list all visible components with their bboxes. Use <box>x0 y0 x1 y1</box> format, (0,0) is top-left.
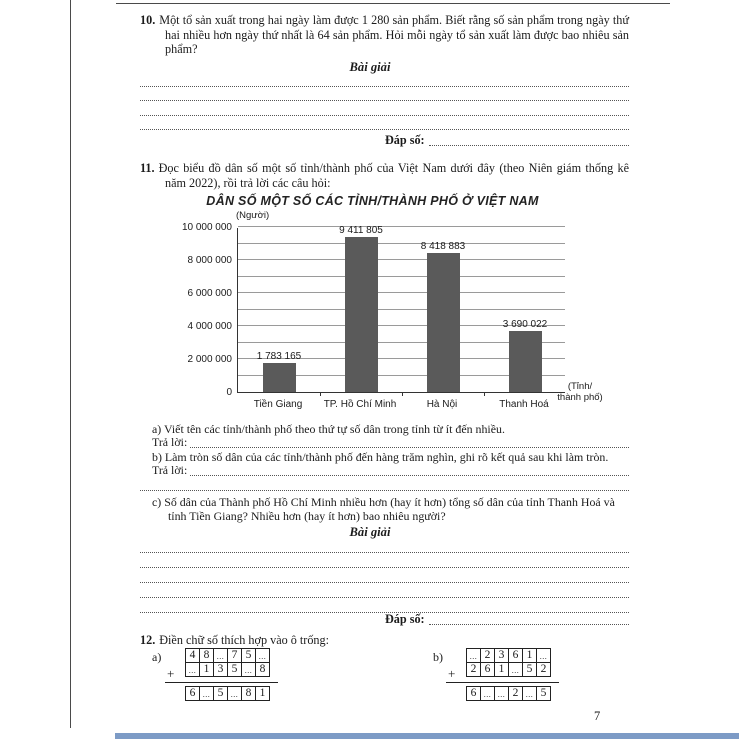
answer-line <box>140 87 629 102</box>
gridline <box>238 276 565 277</box>
bar-value-label: 8 418 883 <box>420 241 466 253</box>
question-b: b) Làm tròn số dân của các tỉnh/thành phố đến hàng trăm nghìn, ghi rõ kết quả sau khi làm tròn. <box>152 450 609 464</box>
digit-box: 1 <box>199 662 214 677</box>
answer-line <box>140 101 629 116</box>
addition-b-sum-line <box>446 682 559 683</box>
empty-box: ... <box>522 686 537 701</box>
problem-11-number: 11. <box>140 161 155 175</box>
problem-11-final-answer-row <box>140 613 629 627</box>
chart-x-axis-note-line2: thành phố) <box>557 392 603 403</box>
gridline <box>238 259 565 260</box>
empty-box: ... <box>241 662 256 677</box>
problem-11-text <box>140 161 629 190</box>
footer-bar <box>115 733 739 739</box>
plus-sign: + <box>167 666 175 681</box>
bar-1 <box>345 237 378 392</box>
category-label: Thanh Hoá <box>499 399 549 410</box>
box-row <box>185 686 270 701</box>
digit-box: 1 <box>255 686 270 701</box>
bar-value-label: 3 690 022 <box>502 319 548 331</box>
bar-value-label: 9 411 805 <box>339 224 383 236</box>
problem-12-statement: Điền chữ số thích hợp vào ô trống: <box>159 633 330 647</box>
category-label: Hà Nội <box>426 399 458 410</box>
digit-box: 1 <box>494 662 509 677</box>
y-axis-label: 6 000 000 <box>187 288 232 299</box>
chart-title: DÂN SỐ MỘT SỐ CÁC TỈNH/THÀNH PHỐ Ở VIỆT NAM <box>206 194 539 208</box>
problem-12-number: 12. <box>140 633 156 647</box>
answer-line <box>140 583 629 598</box>
left-margin-rule <box>70 0 71 728</box>
chart-y-labels <box>148 222 232 398</box>
empty-box: ... <box>255 648 270 663</box>
question-a: a) Viết tên các tỉnh/thành phố theo thứ tự số dân trong tỉnh từ ít đến nhiều. <box>152 422 505 436</box>
digit-box: 4 <box>185 648 200 663</box>
chart-unit-label: (Người) <box>236 210 270 221</box>
answer-line <box>429 624 629 625</box>
digit-box: 3 <box>213 662 228 677</box>
digit-box: 3 <box>494 648 509 663</box>
problem-11-answer-label: Đáp số: <box>385 612 425 626</box>
chart-plot <box>237 224 565 393</box>
box-row <box>466 648 551 663</box>
x-axis-tick <box>484 392 485 396</box>
digit-box: 8 <box>255 662 270 677</box>
plus-sign: + <box>448 666 456 681</box>
top-border-rule <box>116 3 670 4</box>
answer-line <box>140 568 629 583</box>
addition-problem-a <box>152 648 297 708</box>
y-axis-label: 10 000 000 <box>181 222 232 233</box>
digit-box: 7 <box>227 648 242 663</box>
bar-0 <box>263 363 296 392</box>
gridline <box>238 292 565 293</box>
digit-box: 2 <box>480 648 495 663</box>
grid-a-addends <box>185 648 270 677</box>
y-axis-label: 2 000 000 <box>187 354 232 365</box>
digit-box: 2 <box>536 662 551 677</box>
grid-a-sum <box>185 686 270 701</box>
problem-10-text <box>140 13 629 57</box>
empty-box: ... <box>185 662 200 677</box>
question-a-answer-row <box>152 437 629 450</box>
empty-box: ... <box>466 648 481 663</box>
bar-3 <box>509 331 542 392</box>
digit-box: 5 <box>227 662 242 677</box>
problem-11-solution-label: Bài giải <box>349 525 391 539</box>
question-b-answer-label: Trả lời: <box>152 463 188 477</box>
question-c: c) Số dân của Thành phố Hồ Chí Minh nhiều hơn (hay ít hơn) tổng số dân của tỉnh Thanh Hoá và tỉnh Tiền Giang? Nhiều hơn (hay ít hơn) bao nhiêu người? <box>152 495 615 523</box>
digit-box: 5 <box>522 662 537 677</box>
addition-a-sum-line <box>165 682 278 683</box>
digit-box: 5 <box>213 686 228 701</box>
digit-box: 6 <box>508 648 523 663</box>
empty-box: ... <box>508 662 523 677</box>
digit-box: 8 <box>241 686 256 701</box>
y-axis-label: 4 000 000 <box>187 321 232 332</box>
box-row <box>185 648 270 663</box>
empty-box: ... <box>199 686 214 701</box>
answer-line <box>140 538 629 553</box>
empty-box: ... <box>227 686 242 701</box>
addition-b-label: b) <box>433 650 443 664</box>
digit-box: 6 <box>466 686 481 701</box>
problem-11-statement: Đọc biểu đồ dân số một số tỉnh/thành phố của Việt Nam dưới đây (theo Niên giám thống kê năm 2022), rồi trả lời các câu hỏi: <box>158 161 629 190</box>
empty-box: ... <box>480 686 495 701</box>
digit-box: 5 <box>536 686 551 701</box>
digit-box: 1 <box>522 648 537 663</box>
box-row <box>185 662 270 677</box>
problem-10-answer-label: Đáp số: <box>385 133 425 147</box>
x-axis-tick <box>320 392 321 396</box>
answer-line <box>190 447 629 448</box>
gridline <box>238 309 565 310</box>
digit-box: 6 <box>480 662 495 677</box>
answer-line <box>140 553 629 568</box>
category-label: Tiền Giang <box>253 399 303 410</box>
page-number: 7 <box>594 709 601 723</box>
y-axis-label: 8 000 000 <box>187 255 232 266</box>
answer-line <box>190 475 629 476</box>
addition-a-label: a) <box>152 650 162 664</box>
empty-box: ... <box>536 648 551 663</box>
y-axis-label: 0 <box>226 387 232 398</box>
digit-box: 2 <box>466 662 481 677</box>
answer-line <box>140 72 629 87</box>
chart-x-axis-note-line1: (Tỉnh/ <box>567 381 593 392</box>
problem-10-answer-lines <box>140 72 629 130</box>
category-label: TP. Hồ Chí Minh <box>323 399 397 410</box>
chart-categories <box>237 399 565 410</box>
bar-value-label: 1 783 165 <box>256 350 302 362</box>
digit-box: 8 <box>199 648 214 663</box>
empty-box: ... <box>213 648 228 663</box>
empty-box: ... <box>494 686 509 701</box>
bar-2 <box>427 253 460 392</box>
problem-10-solution-label: Bài giải <box>349 60 391 74</box>
box-row <box>466 662 551 677</box>
answer-line <box>140 116 629 131</box>
answer-line <box>140 478 629 491</box>
digit-box: 6 <box>185 686 200 701</box>
x-axis-tick <box>402 392 403 396</box>
addition-problem-b <box>433 648 578 708</box>
grid-b-addends <box>466 648 551 677</box>
problem-10-statement: Một tổ sản xuất trong hai ngày làm được 1 280 sản phẩm. Biết rằng số sản phẩm trong ngày thứ hai nhiều hơn ngày thứ nhất là 64 sản phẩm. Hỏi mỗi ngày tổ sản xuất làm được bao nhiêu sản phẩm? <box>159 13 629 57</box>
problem-10-number: 10. <box>140 13 156 27</box>
digit-box: 5 <box>241 648 256 663</box>
answer-line <box>140 598 629 613</box>
answer-line <box>429 145 629 146</box>
problem-12-text <box>140 633 629 648</box>
digit-box: 2 <box>508 686 523 701</box>
question-b-answer-row <box>152 465 629 478</box>
problem-11-answer-lines <box>140 538 629 613</box>
question-a-answer-label: Trả lời: <box>152 435 188 449</box>
grid-b-sum <box>466 686 551 701</box>
chart-x-axis-note <box>546 381 614 403</box>
problem-10-final-answer-row <box>140 134 629 148</box>
box-row <box>466 686 551 701</box>
